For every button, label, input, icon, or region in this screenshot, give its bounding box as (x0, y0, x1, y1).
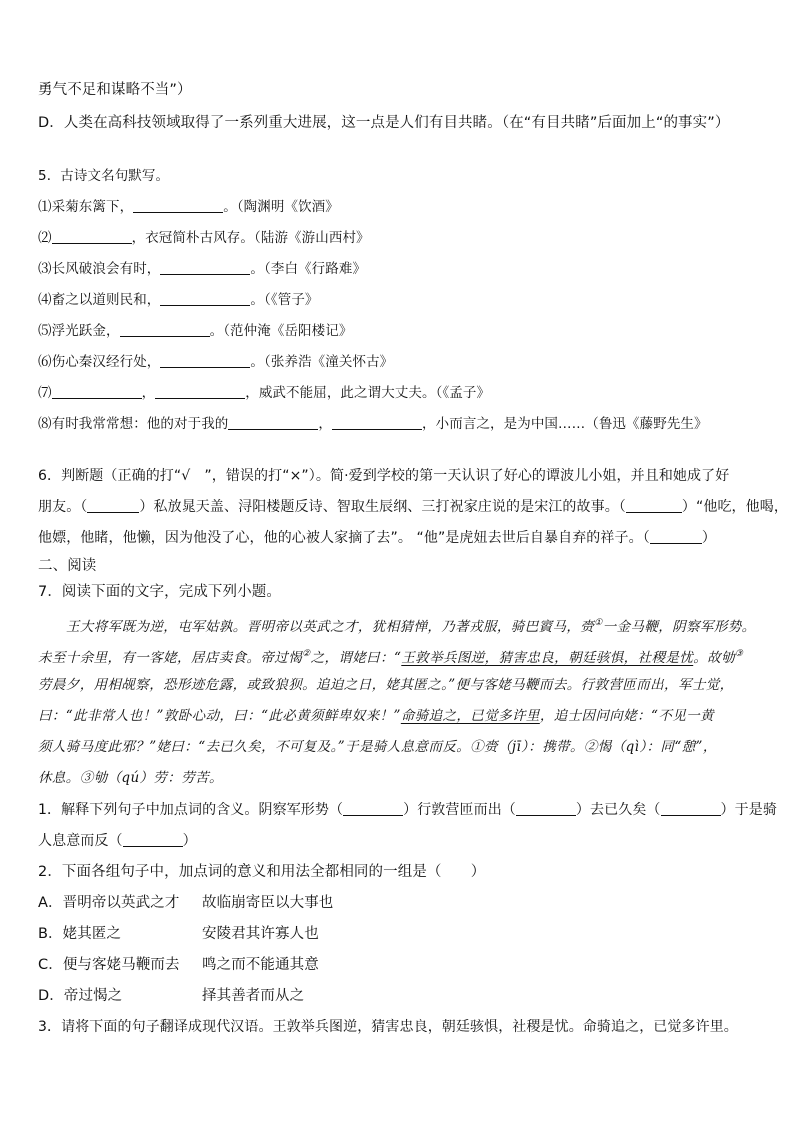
sub2-stem: 2．下面各组句子中，加点词的意义和用法全都相同的一组是（ ） (38, 864, 486, 880)
continued-line: 勇气不足和谋略不当”） (38, 82, 192, 98)
q5-item-5: ⑸浮光跃金， 。（范仲淹《岳阳楼记》 (38, 323, 353, 339)
answer-blank[interactable] (87, 497, 139, 513)
sub1-line-2: 人息意而反（ ） (38, 833, 197, 849)
q5-item-1: ⑴采菊东篱下， 。（陶渊明《饮酒》 (38, 199, 339, 215)
section-heading: 二、阅读 (38, 558, 97, 574)
q5-item-7: ⑺ ， ，威武不能屈，此之谓大丈夫。（《孟子》 (38, 385, 491, 401)
answer-blank[interactable] (516, 800, 576, 816)
q5-item-2: ⑵ ，衣冠简朴古风存。（陆游《游山西村》 (38, 230, 370, 246)
q5-title: 5．古诗文名句默写。 (38, 168, 170, 184)
answer-blank[interactable] (52, 383, 142, 399)
sub2-option-c[interactable]: C．便与客姥马鞭而去 鸣之而不能通其意 (38, 957, 319, 973)
q5-item-8: ⑻有时我常常想：他的对于我的 ， ，小而言之，是为中国……（鲁迅《藤野先生》 (38, 416, 708, 432)
sub1-line-1: 1．解释下列句子中加点词的含义。阴察军形势（ ）行敦营匝而出（ ）去已久矣（ ）于是骑 (38, 802, 777, 818)
passage-line-6: 休息。③劬（qú）劳：劳苦。 (38, 770, 223, 786)
q5-item-4: ⑷畜之以道则民和， 。（《管子》 (38, 292, 319, 308)
q6-line-1: 6．判断题（正确的打“√ ”，错误的打“×”）。简·爱到学校的第一天认识了好心的谭波儿小姐，并且和她成了好 (38, 468, 730, 484)
answer-blank[interactable] (650, 528, 702, 544)
passage-line-5: 须人骑马度此邪？”姥曰：“去已久矣，不可复及。”于是骑人息意而反。①赍（jī）：携带。②愒（qì）：同“憩”， (38, 739, 717, 755)
answer-blank[interactable] (155, 383, 245, 399)
answer-blank[interactable] (160, 259, 250, 275)
answer-blank[interactable] (343, 800, 403, 816)
passage-line-3: 劳晨夕，用相觇察，恐形迹危露，或致狼狈。追迫之日，姥其匿之。”便与客姥马鞭而去。行敦营匝而出，军士觉， (38, 677, 734, 693)
answer-blank[interactable] (332, 414, 422, 430)
sub2-option-a[interactable]: A．晋明帝以英武之才 故临崩寄臣以大事也 (38, 895, 334, 911)
passage-line-1: 王大将军既为逆，屯军姑孰。晋明帝以英武之才，犹相猜惮，乃著戎服，骑巴賨马，赍①一金马鞭，阴察军形势。 (66, 618, 756, 635)
answer-blank[interactable] (160, 290, 250, 306)
answer-blank[interactable] (123, 831, 183, 847)
q5-item-6: ⑹伤心秦汉经行处， 。（张养浩《潼关怀古》 (38, 354, 394, 370)
passage-line-4: 曰：“此非常人也！”敦卧心动，曰：“此必黄须鲜卑奴来！”命骑追之，已觉多许里，追士因问向姥：“不见一黄 (38, 708, 714, 724)
passage-line-2: 未至十余里，有一客姥，居店卖食。帝过愒②之，谓姥曰：“王敦举兵图逆，猜害忠良，朝廷骇惧，社稷是忧。故劬③ (38, 649, 744, 666)
answer-blank[interactable] (661, 800, 721, 816)
answer-blank[interactable] (160, 352, 250, 368)
sub2-option-d[interactable]: D．帝过愒之 择其善者而从之 (38, 988, 305, 1004)
answer-blank[interactable] (228, 414, 318, 430)
q6-line-3: 他嫖，他睹，他懒，因为他没了心，他的心被人家摘了去”。 “他”是虎妞去世后自暴自弃的祥子。（ ） (38, 530, 716, 546)
sub2-option-b[interactable]: B．姥其匿之 安陵君其许寡人也 (38, 926, 319, 942)
q7-title: 7．阅读下面的文字，完成下列小题。 (38, 584, 281, 600)
answer-blank[interactable] (626, 497, 682, 513)
q6-line-2: 朋友。（ ）私放晁天盖、浔阳楼题反诗、智取生辰纲、三打祝家庄说的是宋江的故事。（ ）“他吃，他喝， (38, 499, 788, 515)
answer-blank[interactable] (52, 228, 132, 244)
answer-blank[interactable] (120, 321, 210, 337)
answer-blank[interactable] (133, 197, 223, 213)
option-d-line: D．人类在高科技领域取得了一系列重大进展，这一点是人们有目共睹。（在“有目共睹”后面加上“的事实”） (38, 115, 730, 131)
q5-item-3: ⑶长风破浪会有时， 。（李白《行路难》 (38, 261, 367, 277)
sub3-question: 3．请将下面的句子翻译成现代汉语。王敦举兵图逆，猜害忠良，朝廷骇惧，社稷是忧。命骑追之，已觉多许里。 (38, 1019, 738, 1035)
